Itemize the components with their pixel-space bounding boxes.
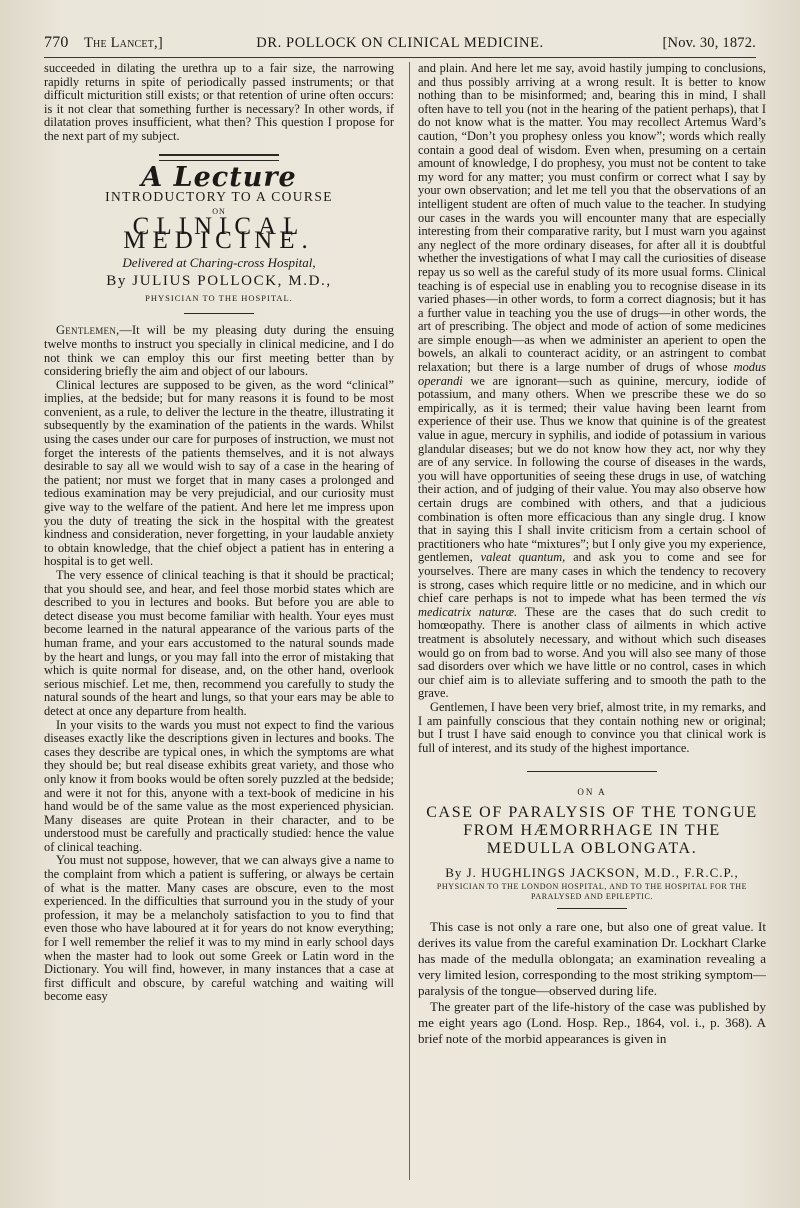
running-header — [44, 34, 756, 54]
running-title: DR. POLLOCK ON CLINICAL MEDICINE. — [256, 35, 544, 51]
case-heading — [418, 771, 766, 909]
lecture-paragraph-7: Gentlemen, I have been very brief, almost trite, in my remarks, and I am painfully conscious that they contain nothing new or original; but I trust I have said enough to convince you that clinical work is full of interest, and its study of the highest importance. — [418, 699, 766, 755]
on-word: ON — [212, 206, 226, 216]
opening-paragraph: succeeded in dilating the urethra up to a fair size, the narrowing rapidly returns in spite of periodically passed instruments; or that difficult micturition still exists; or that retention of urine often occurs: is it not clear that something further is necessary? In other words, if dilatation proves insufficient, what then? This question I propose for the next part of my subject. — [44, 62, 394, 143]
lecture-paragraph-6: and plain. And here let me say, avoid hastily jumping to conclusions, and thus possibly arriving at a wrong result. It is better to know nothing than to be misinformed; and, bearing this in mind, I shall often have to tell you (not in the hearing of the patient perhaps), that I do not know what is the matter. You may recollect Artemus Ward’s caution, “Don’t you prophesy onless you know”; words which really contain a good deal of wisdom. Even when, presuming on a certain amount of knowledge, I do prophesy, you must not be content to take my word for any matter; you must confirm or correct what I say by your own observation; and let me tell you that the observations of an intelligent student are often of much value to the teacher. In studying our cases in the wards you will encounter many that are especially interesting from their comparative rarity, but I must warn you against any neglect of the more ordinary diseases, for after all it is doubtful whether the investigations of what I may call the curiosities of disease repay us so well as the careful study of its more usual forms. Clinical teaching is of especial use in enabling you to recognise disease in its varied phases—in other words, to form a correct diagnosis; but it has a further value in teaching you the use of drugs—in other words, the art of prescribing. The object and mode of action of some medicines are simple enough—as when we administer an aperient to open the bowels, an alkali to counteract acidity, or an astringent to combat relaxation; but there is a large number of drugs of whose modus operandi we are ignorant—such as quinine, mercury, iodide of potassium, and many others. When we prescribe these we do so empirically, as it is termed; their value having been learnt from experience of their use. Thus we know that quinine is of the greatest value in ague, mercury in syphilis, and iodide of potassium in various glandular diseases; but we do not know how they act, nor why they are of any service. In following the course of diseases in the wards, you will have opportunities of seeing these drugs in use, of watching their action, and of judging of their value. You may also observe how certain drugs are combined with others, and that a judicious combination is often more efficacious than any single drug. I know that in saying this I shall invite criticism from a certain school of practitioners who hate “mixtures”; but I only give you my experience, gentlemen, valeat quantum, and ask you to come and see for yourselves. There are many cases in which the tendency to recovery is strong, cases which require little or no medicine, and in which our chief care perhaps is not to impede what has been termed the vis medicatrix naturæ. These are the cases that do such credit to homœopathy. There is another class of ailments in which active treatment is absolutely necessary, and without which such diseases would go on from bad to worse. And you will also see many of those sad disorders over which we have little or no control, cases in which our chief aim is to alleviate suffering and to smooth the path to the grave. — [418, 62, 766, 701]
case-paragraph-2: The greater part of the life-history of the case was published by me eight years ago (Lond. Hosp. Rep., 1864, vol. i., p. 368). A brief note of the morbid appearances is given in — [418, 999, 766, 1047]
lecture-paragraph-3: The very essence of clinical teaching is that it should be practical; that you should see, and hear, and feel those morbid states which are described to you in lectures and books. But before you are able to detect disease you must become familiar with health. Your eyes must become learned in the natural appearance of the various parts of the human frame, and your ears accustomed to the natural sounds made by the heart and lungs, or you may fall into the error of mistaking that which is quite normal for disease, and, on the other hand, overlook serious mischief. Let me, then, recommend you carefully to study the natural sounds of the heart and lungs, so that your ears may be able to detect at once any departure from health. — [44, 568, 394, 718]
case-separator-rule — [527, 771, 657, 772]
delivered-at: Delivered at Charing-cross Hospital, — [122, 254, 316, 270]
author-position: PHYSICIAN TO THE HOSPITAL. — [145, 292, 293, 303]
lecture-author: By JULIUS POLLOCK, M.D., — [106, 273, 332, 290]
header-rule — [44, 57, 756, 58]
clinical-medicine-title: CLINICAL MEDICINE. — [123, 213, 315, 254]
lecture-paragraph-1: Gentlemen,—It will be my pleasing duty during the ensuing twelve months to instruct you specially in clinical medicine, and I do not think we can employ this our first meeting better than by considering briefly the aim and object of our labours. — [44, 323, 394, 379]
lecture-paragraph-4: In your visits to the wards you must not expect to find the various diseases exactly like the descriptions given in lectures and books. The cases they describe are typical ones, in which the symptoms are what they should be; but real disease exhibits great variety, and those who only know it from books would be often sorely puzzled at the bedside; and were it not for this, anyone with a text-book of medicine in his hand would be of the same value as the most experienced physician. Many diseases are quite Protean in their character, and to be understood must be carefully and practically studied: hence the value of clinical teaching. — [44, 717, 394, 854]
lecture-title: A Lecture — [141, 161, 297, 193]
case-author: By J. HUGHLINGS JACKSON, M.D., F.R.C.P., — [445, 864, 739, 880]
case-rule — [557, 908, 627, 909]
case-title-line-1: CASE OF PARALYSIS OF THE TONGUE — [426, 803, 758, 821]
case-title-line-3: MEDULLA OBLONGATA. — [486, 839, 698, 857]
case-author-position: PHYSICIAN TO THE LONDON HOSPITAL, AND TO THE HOSPITAL FOR THE PARALYSED AND EPILEPTIC. — [436, 882, 748, 902]
left-column — [44, 62, 394, 1182]
page-number: 770 — [44, 34, 69, 51]
on-a: ON A — [577, 787, 607, 798]
lecture-paragraph-5: You must not suppose, however, that we can always give a name to the complaint from which a patient is suffering, or always be certain of what is the matter. Many cases are obscure, even to the most experienced. In the difficulties that surround you in the study of your profession, it may be a melancholy satisfaction to you to find that even those who have laboured at it for years do not know everything; for I well remember the relief it was to my mind in early school days when the master had to look out some Greek or Latin word in the Dictionary. You will find, however, in many instances that a case at first difficult and obscure, by careful watching and waiting will become easy — [44, 853, 394, 1004]
issue-date: [Nov. 30, 1872. — [662, 35, 756, 51]
lecture-paragraph-2: Clinical lectures are supposed to be given, as the word “clinical” implies, at the bedside; but for many reasons it is found to be most convenient, as a rule, to deliver the lecture in the theatre, illustrating it subsequently by the examination of the patients in the wards. Whilst using the cases under our care for purposes of instruction, we must not forget the interests of the patients themselves, and it is not always desirable to say all we would wish to say of a case in the hearing of the patient; nor must we forget that in many cases a prolonged and tedious examination may be very prejudicial, and our curiosity must give way to the welfare of the patient. And here let me impress upon you the duty of treating the sick in the hospital with the greatest kindness and consideration, never forgetting, in your laudable anxiety to obtain knowledge, that the chief object a patient has in entering a hospital is to get well. — [44, 377, 394, 569]
right-column — [418, 62, 766, 1182]
journal-name: The Lancet,] — [84, 35, 163, 51]
case-title-line-2: FROM HÆMORRHAGE IN THE — [463, 821, 721, 839]
lecture-heading — [44, 154, 394, 315]
introductory-line: INTRODUCTORY TO A COURSE — [105, 189, 333, 205]
column-divider — [409, 62, 410, 1180]
salutation: Gentlemen, — [56, 323, 120, 338]
case-paragraph-1: This case is not only a rare one, but also one of great value. It derives its value from the careful examination Dr. Lockhart Clarke has made of the medulla oblongata; an examination revealing a very limited lesion, corresponding to the most striking symptom—paralysis of the tongue—observed during life. — [418, 919, 766, 999]
section-rule — [184, 313, 254, 314]
ornament-rule — [159, 154, 279, 161]
